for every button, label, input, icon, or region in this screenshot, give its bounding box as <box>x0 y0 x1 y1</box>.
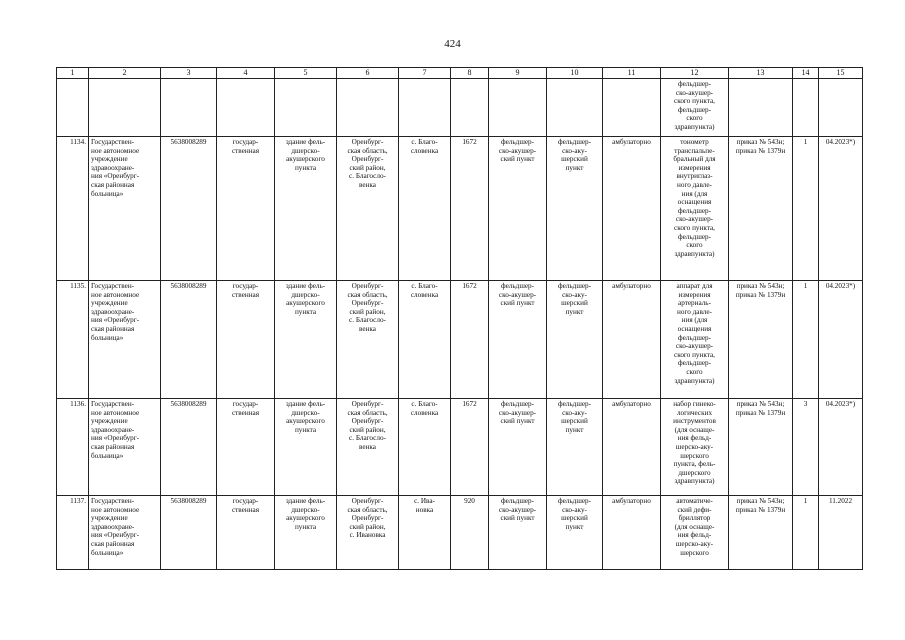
cell-organization: Государствен- ное автономное учреждение здравоохране- ния «Оренбург- ская районная больница» <box>89 399 161 496</box>
cell-quantity: 1 <box>793 496 819 570</box>
cell-organization: Государствен- ное автономное учреждение здравоохране- ния «Оренбург- ская районная больница» <box>89 137 161 281</box>
col-header: 12 <box>661 68 729 79</box>
cell-unit-subtype: фельдшер- ско-аку- шерский пункт <box>547 137 603 281</box>
cell-unit-subtype: фельдшер- ско-аку- шерский пункт <box>547 399 603 496</box>
col-header: 1 <box>57 68 89 79</box>
cell-ownership: государ- ственная <box>217 496 275 570</box>
table-row <box>57 399 863 496</box>
cell-quantity: 1 <box>793 137 819 281</box>
cell-unit-type: фельдшер- ско-акушер- ский пункт <box>489 281 547 399</box>
cell-population: 920 <box>451 496 489 570</box>
cell-care-form: амбулаторно <box>603 281 661 399</box>
cell-number: 1135. <box>57 281 89 399</box>
table-row <box>57 137 863 281</box>
cell-ownership: государ- ственная <box>217 399 275 496</box>
cell-number: 1134. <box>57 137 89 281</box>
col-header: 14 <box>793 68 819 79</box>
cell-building: здание фель- дшерско- акушерского пункта <box>275 399 337 496</box>
cell-date: 04.2023*) <box>819 137 863 281</box>
col-header: 7 <box>399 68 451 79</box>
cell-unit-subtype: фельдшер- ско-аку- шерский пункт <box>547 496 603 570</box>
cell-inn: 5638008289 <box>161 399 217 496</box>
cell-settlement: с. Ива- новка <box>399 496 451 570</box>
page-number: 424 <box>444 38 461 50</box>
header-row <box>57 68 863 79</box>
col-header: 9 <box>489 68 547 79</box>
cell-care-form: амбулаторно <box>603 399 661 496</box>
col-header: 11 <box>603 68 661 79</box>
cell-ownership: государ- ственная <box>217 281 275 399</box>
col-header: 5 <box>275 68 337 79</box>
cell-care-form: амбулаторно <box>603 496 661 570</box>
cell-unit-type: фельдшер- ско-акушер- ский пункт <box>489 496 547 570</box>
cell-date: 04.2023*) <box>819 281 863 399</box>
cell-inn: 5638008289 <box>161 281 217 399</box>
cell-settlement: с. Благо- словенка <box>399 399 451 496</box>
cell-building: здание фель- дшерско- акушерского пункта <box>275 496 337 570</box>
col-header: 2 <box>89 68 161 79</box>
cell-order: приказ № 543н; приказ № 1379н <box>729 399 793 496</box>
col-header: 10 <box>547 68 603 79</box>
cell-address: Оренбург- ская область, Оренбург- ский район, с. Ивановка <box>337 496 399 570</box>
cell-inn: 5638008289 <box>161 137 217 281</box>
cell-address: Оренбург- ская область, Оренбург- ский район, с. Благосло- венка <box>337 281 399 399</box>
col-header: 13 <box>729 68 793 79</box>
cell-order: приказ № 543н; приказ № 1379н <box>729 496 793 570</box>
cell-unit-type: фельдшер- ско-акушер- ский пункт <box>489 399 547 496</box>
cell-building: здание фель- дшерско- акушерского пункта <box>275 281 337 399</box>
table-row <box>57 281 863 399</box>
continuation-row <box>57 79 863 137</box>
cell-equipment: тонометр транспальпе- бральный для измерения внутриглаз- ного давле- ния (для оснащения фельдшер- ско-акушер- ского пункта, фельдшер- ского здравпункта) <box>661 137 729 281</box>
cell-organization: Государствен- ное автономное учреждение здравоохране- ния «Оренбург- ская районная больница» <box>89 281 161 399</box>
col-header: 3 <box>161 68 217 79</box>
cell-equipment: набор гинеко- логических инструментов (для оснаще- ния фельд- шерско-аку- шерского пункта, фель- дшерского здравпункта) <box>661 399 729 496</box>
cell-building: здание фель- дшерско- акушерского пункта <box>275 137 337 281</box>
col-header: 6 <box>337 68 399 79</box>
cell-inn: 5638008289 <box>161 496 217 570</box>
cell-address: Оренбург- ская область, Оренбург- ский район, с. Благосло- венка <box>337 137 399 281</box>
cell-quantity: 3 <box>793 399 819 496</box>
cell-ownership: государ- ственная <box>217 137 275 281</box>
col-header: 8 <box>451 68 489 79</box>
cell-population: 1672 <box>451 137 489 281</box>
cell-equipment: аппарат для измерения артериаль- ного давле- ния (для оснащения фельдшер- ско-акушер- ского пункта, фельдшер- ского здравпункта) <box>661 281 729 399</box>
cell-number: 1137. <box>57 496 89 570</box>
equipment-table <box>56 67 863 570</box>
cell-settlement: с. Благо- словенка <box>399 281 451 399</box>
cell-unit-subtype: фельдшер- ско-аку- шерский пункт <box>547 281 603 399</box>
cell-settlement: с. Благо- словенка <box>399 137 451 281</box>
cell-date: 04.2023*) <box>819 399 863 496</box>
cell-organization: Государствен- ное автономное учреждение здравоохране- ния «Оренбург- ская районная больница» <box>89 496 161 570</box>
col-header: 4 <box>217 68 275 79</box>
cell-population: 1672 <box>451 281 489 399</box>
cell-care-form: амбулаторно <box>603 137 661 281</box>
cell-order: приказ № 543н; приказ № 1379н <box>729 281 793 399</box>
cell-number: 1136. <box>57 399 89 496</box>
cell-equipment: фельдшер- ско-акушер- ского пункта, фельдшер- ского здравпункта) <box>661 79 729 137</box>
cell-order: приказ № 543н; приказ № 1379н <box>729 137 793 281</box>
cell-population: 1672 <box>451 399 489 496</box>
cell-address: Оренбург- ская область, Оренбург- ский район, с. Благосло- венка <box>337 399 399 496</box>
col-header: 15 <box>819 68 863 79</box>
cell-unit-type: фельдшер- ско-акушер- ский пункт <box>489 137 547 281</box>
cell-quantity: 1 <box>793 281 819 399</box>
cell-date: 11.2022 <box>819 496 863 570</box>
table-row <box>57 496 863 570</box>
cell-equipment: автоматиче- ский дефи- бриллятор (для оснаще- ния фельд- шерско-аку- шерского <box>661 496 729 570</box>
